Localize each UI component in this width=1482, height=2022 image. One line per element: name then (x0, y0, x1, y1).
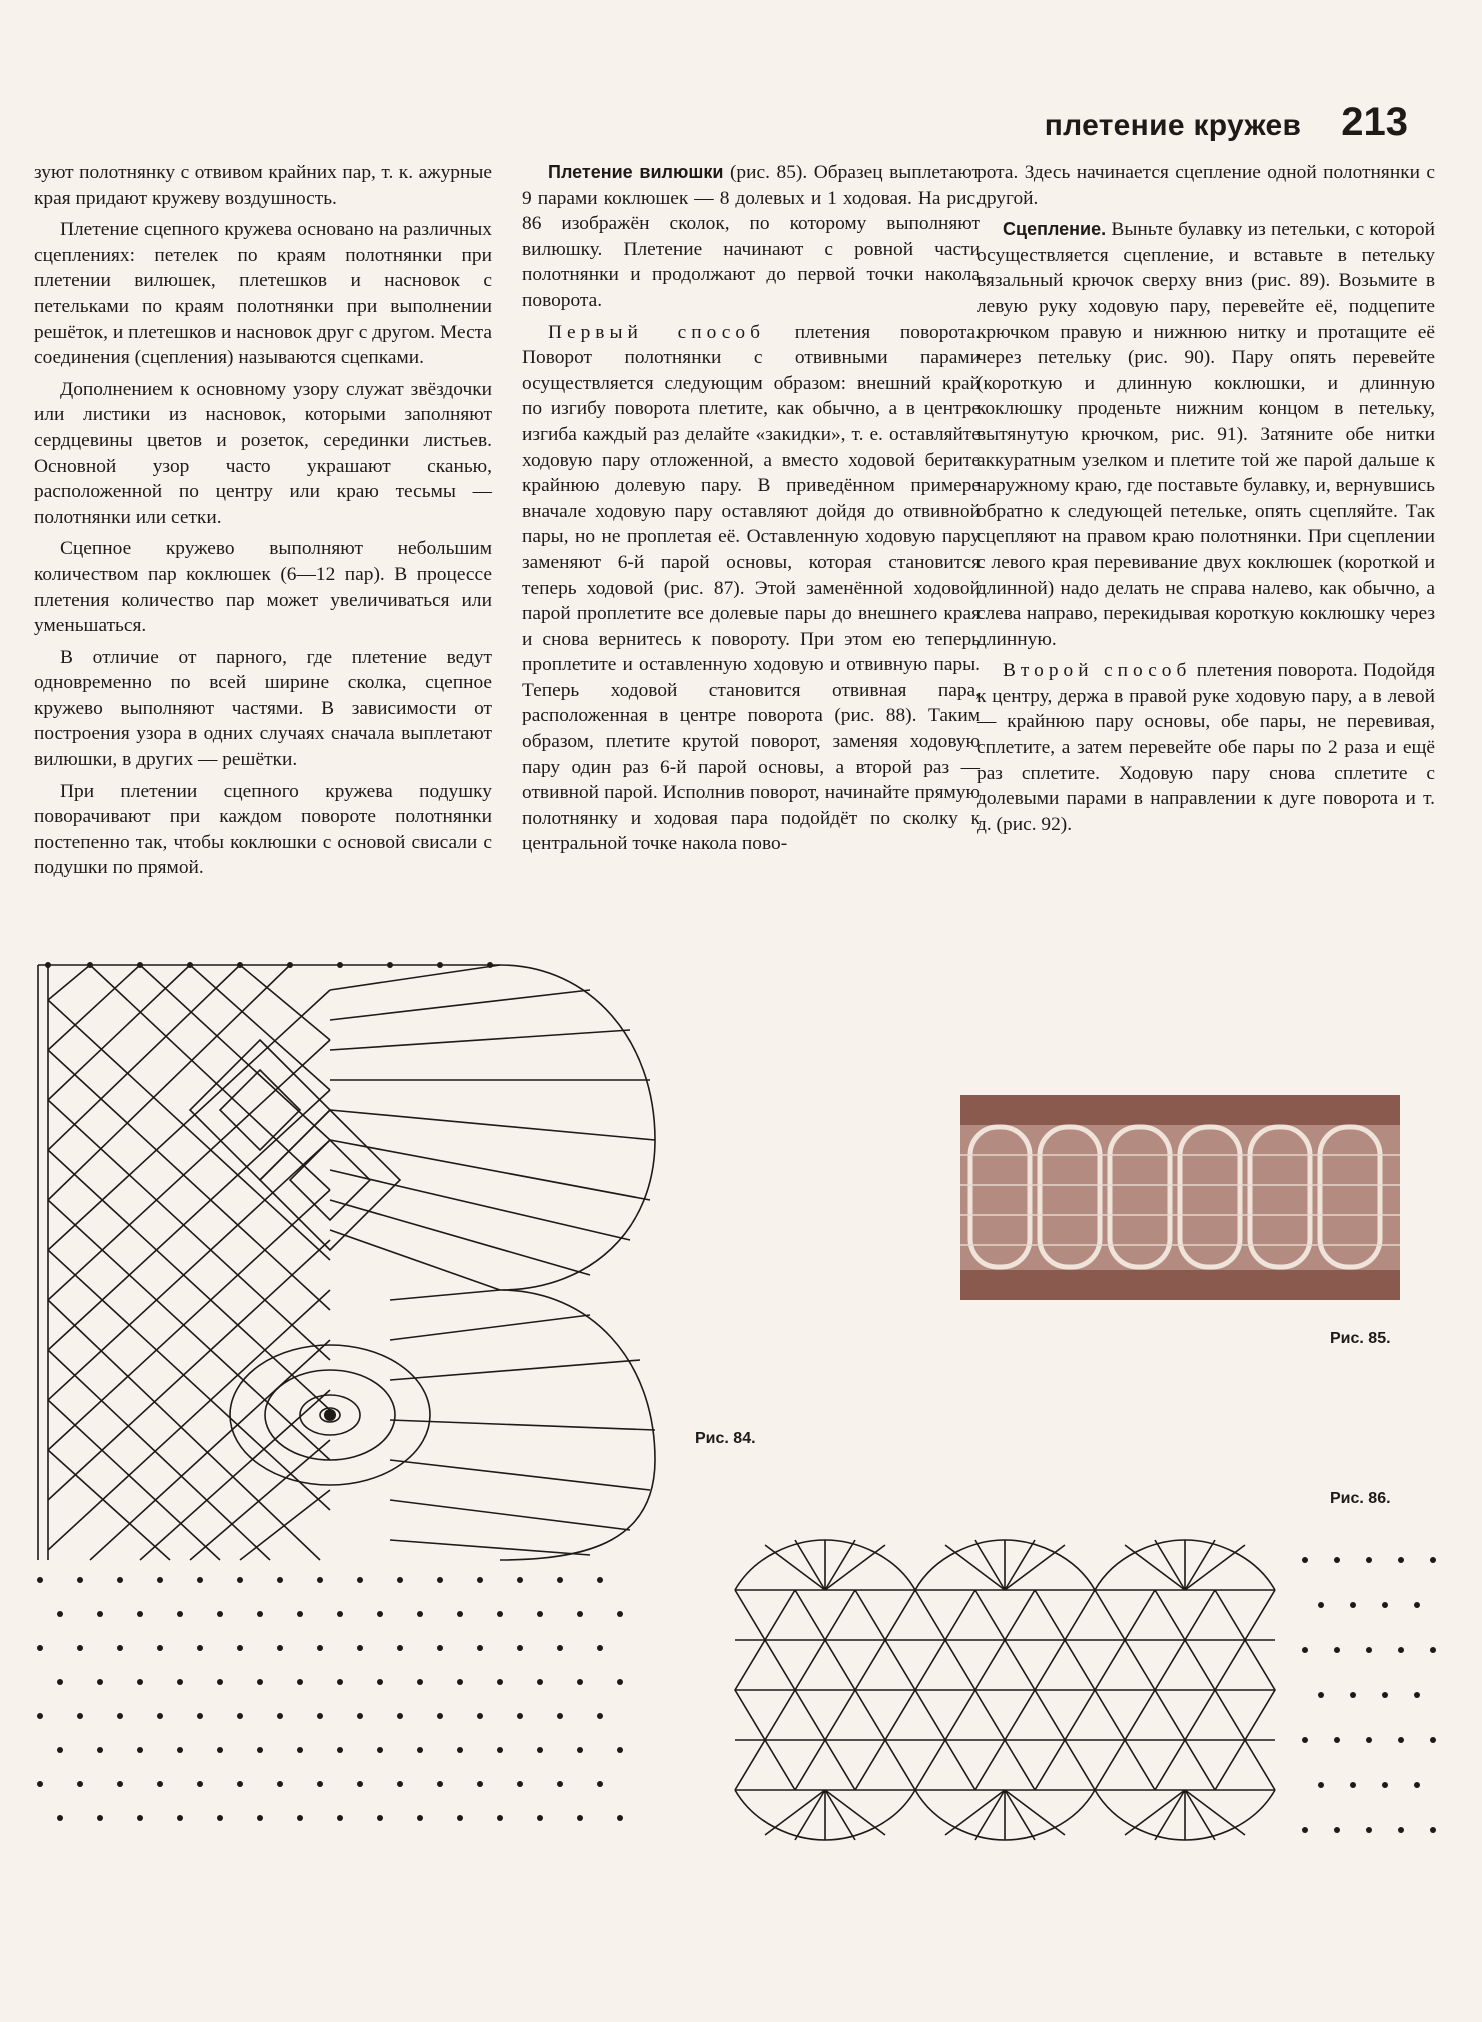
pricking-dot (397, 1577, 403, 1583)
pricking-dot (577, 1747, 583, 1753)
pricking-dot (297, 1747, 303, 1753)
pricking-dot (457, 1611, 463, 1617)
pricking-dot (157, 1577, 163, 1583)
pricking-dot (177, 1747, 183, 1753)
run-in-heading: Сцепление. (1003, 219, 1107, 240)
pricking-dot (97, 1679, 103, 1685)
pricking-dot (77, 1781, 83, 1787)
pricking-dot (1318, 1782, 1324, 1788)
pricking-dot (397, 1713, 403, 1719)
pricking-dot (77, 1645, 83, 1651)
pricking-dot (97, 1611, 103, 1617)
pricking-dot (257, 1679, 263, 1685)
pricking-dot (497, 1815, 503, 1821)
caption-fig86: Рис. 86. (1330, 1490, 1391, 1507)
pricking-dot (197, 1645, 203, 1651)
pricking-dot (337, 1815, 343, 1821)
pricking-dots-fig84 (30, 1570, 650, 1850)
page-number: 213 (1341, 100, 1408, 144)
pricking-dot (297, 1611, 303, 1617)
pricking-dot (1414, 1602, 1420, 1608)
pricking-dot (317, 1645, 323, 1651)
pricking-dot (317, 1577, 323, 1583)
pricking-dot (557, 1645, 563, 1651)
pricking-dot (557, 1577, 563, 1583)
pricking-dot (497, 1611, 503, 1617)
pricking-dot (277, 1577, 283, 1583)
pricking-dot (197, 1713, 203, 1719)
pricking-dot (517, 1577, 523, 1583)
pricking-dot (137, 1815, 143, 1821)
pricking-dot (1382, 1692, 1388, 1698)
pricking-dot (37, 1713, 43, 1719)
pricking-dot (1334, 1557, 1340, 1563)
pricking-dot (117, 1645, 123, 1651)
pricking-dot (477, 1645, 483, 1651)
pricking-dot (177, 1611, 183, 1617)
pricking-dot (297, 1815, 303, 1821)
pricking-dot (477, 1781, 483, 1787)
pricking-dot (377, 1679, 383, 1685)
pricking-dot (37, 1645, 43, 1651)
pricking-dot (457, 1815, 463, 1821)
pricking-dot (1318, 1602, 1324, 1608)
pricking-dot (1302, 1737, 1308, 1743)
pricking-dot (197, 1577, 203, 1583)
text-column-2 (522, 160, 980, 863)
pricking-dot (1302, 1647, 1308, 1653)
pricking-dot (1366, 1647, 1372, 1653)
paragraph: зуют полотнянку с отвивом крайних пар, т. к. ажурные края придают кружеву воздушность. (34, 162, 492, 209)
pricking-dot (1398, 1647, 1404, 1653)
pricking-dot (557, 1781, 563, 1787)
paragraph: Сцепление. Выньте булавку из петельки, с которой осуществляется сцепление, и вставьте в петельку вязальный крючок сверху вниз (рис. 89). Возьмите в левую руку ходовую пару, перевейте её, подцепите крючком правую и нижнюю нитку и протащите её через петельку (рис. 90). Пару опять перевейте (короткую и длинную коклюшки, и длинную коклюшку проденьте нижним концом в петельку, вытянутую крючком, рис. 91). Затяните обе нитки аккуратным узелком и плетите той же парой дальше к наружному краю, где поставьте булавку, и, вернувшись обратно к следующей петельке, опять сцепляйте. Так сцепляют на правом краю полотнянки. При сцеплении с левого края перевивание двух коклюшек (короткой и длинной) надо делать не справа налево, как обычно, а слева направо, перекидывая короткую коклюшку через длинную. (977, 219, 1435, 650)
pricking-dot (57, 1679, 63, 1685)
pricking-dot (1366, 1557, 1372, 1563)
paragraph: Дополнением к основному узору служат звёздочки или листики из насновок, которыми заполняют сердцевины цветов и розеток, серединки листьев. Основной узор часто украшают сканью, расположенной по центру или краю тесьмы — полотнянки или сетки. (34, 378, 492, 528)
pricking-dot (137, 1747, 143, 1753)
paragraph: рота. Здесь начинается сцепление одной полотнянки с другой. (977, 162, 1435, 209)
pricking-dot (237, 1781, 243, 1787)
pricking-dot (1382, 1602, 1388, 1608)
pricking-dot (597, 1577, 603, 1583)
paragraph: Первый способ плетения поворота. Поворот полотнянки с отвивными парами осуществляется следующим образом: внешний край по изгибу поворота плетите, как обычно, а в центре изгиба каждый раз делайте «закидки», т. е. оставляйте ходовую пару отложенной, а вместо ходовой берите крайнюю долевую пару. В приведённом примере вначале ходовую пару оставляют дойдя до отвивной пары, но не проплетая её. Оставленную ходовую пару заменяют 6-й парой основы, которая становится теперь ходовой (рис. 87). Этой заменённой ходовой парой проплетите все долевые пары до внешнего края и снова вернитесь к повороту. При этом ею теперь проплетите и оставленную ходовую и отвивную пары. Теперь ходовой становится отвивная пара, расположенная в центре поворота (рис. 88). Таким образом, плетите крутой поворот, заменяя ходовую пару один раз 6-й парой основы, а второй раз — отвивной парой. Исполнив поворот, начинайте прямую полотнянку и ходовая пара подойдёт по сколку к центральной точке накола пово- (522, 321, 981, 855)
pricking-dot (497, 1679, 503, 1685)
run-in-heading: Плетение вилюшки (548, 162, 724, 182)
pricking-dot (457, 1679, 463, 1685)
pricking-dot (617, 1815, 623, 1821)
pricking-dot (377, 1815, 383, 1821)
lace-sample-photo (960, 1095, 1400, 1300)
pricking-dot (417, 1747, 423, 1753)
caption-fig84: Рис. 84. (695, 1430, 756, 1447)
pricking-dot (577, 1679, 583, 1685)
pricking-dot (437, 1577, 443, 1583)
pricking-dot (517, 1781, 523, 1787)
pricking-dot (1302, 1827, 1308, 1833)
pricking-dot (437, 1781, 443, 1787)
pricking-dot (1366, 1827, 1372, 1833)
pricking-dot (277, 1781, 283, 1787)
pricking-dot (97, 1747, 103, 1753)
pricking-dot (417, 1611, 423, 1617)
pricking-diagram-fig86 (725, 1530, 1445, 1860)
pricking-dot (617, 1611, 623, 1617)
pricking-dot (597, 1781, 603, 1787)
pricking-dot (237, 1713, 243, 1719)
pricking-dot (1382, 1782, 1388, 1788)
pricking-dot (137, 1679, 143, 1685)
pricking-dot (1398, 1557, 1404, 1563)
pricking-dot (1398, 1737, 1404, 1743)
paragraph: Плетение сцепного кружева основано на различных сцеплениях: петелек по краям полотнянки при плетении вилюшек, плетешков и насновок с петельками по краям полотнянки при выполнении решёток, и плетешков и насновок друг с другом. Места соединения (сцепления) называются сцепками. (34, 219, 492, 369)
pricking-dot (357, 1577, 363, 1583)
pricking-dot (1430, 1557, 1436, 1563)
text-column-1 (34, 160, 492, 887)
pricking-dot (237, 1645, 243, 1651)
pricking-dot (157, 1781, 163, 1787)
pricking-dot (257, 1815, 263, 1821)
paragraph: Плетение вилюшки (рис. 85). Образец выплетают 9 парами коклюшек — 8 долевых и 1 ходовая. На рис. 86 изображён сколок, по которому выполняют вилюшку. Плетение начинают с ровной части полотнянки и продолжают до первой точки накола поворота. (522, 162, 981, 311)
pricking-dot (377, 1747, 383, 1753)
pricking-dot (277, 1645, 283, 1651)
pricking-dot (217, 1679, 223, 1685)
pricking-dot (157, 1645, 163, 1651)
pricking-dot (57, 1611, 63, 1617)
pricking-dot (417, 1815, 423, 1821)
pricking-diagram-fig84 (30, 960, 680, 1560)
pricking-dot (417, 1679, 423, 1685)
pricking-dot (37, 1577, 43, 1583)
paragraph: В отличие от парного, где плетение ведут одновременно по всей ширине сколка, сцепное кружево выполняют частями. В зависимости от построения узора в одних случаях сначала выплетают вилюшки, в других — решётки. (34, 646, 492, 771)
pricking-dot (1350, 1782, 1356, 1788)
pricking-dot (557, 1713, 563, 1719)
pricking-dot (1398, 1827, 1404, 1833)
pricking-dot (1430, 1647, 1436, 1653)
pricking-dot (397, 1781, 403, 1787)
pricking-dot (97, 1815, 103, 1821)
pricking-dot (537, 1611, 543, 1617)
pricking-dot (1334, 1647, 1340, 1653)
pricking-dot (537, 1747, 543, 1753)
pricking-dot (257, 1611, 263, 1617)
caption-fig85: Рис. 85. (1330, 1330, 1391, 1347)
pricking-dot (37, 1781, 43, 1787)
pricking-dot (117, 1577, 123, 1583)
pricking-dot (577, 1611, 583, 1617)
pricking-dot (237, 1577, 243, 1583)
pricking-dot (437, 1713, 443, 1719)
pricking-dot (197, 1781, 203, 1787)
pricking-dot (1318, 1692, 1324, 1698)
pricking-dot (337, 1747, 343, 1753)
pricking-dot (77, 1577, 83, 1583)
pricking-dot (257, 1747, 263, 1753)
pricking-dot (337, 1611, 343, 1617)
pricking-dot (1430, 1737, 1436, 1743)
paragraph: При плетении сцепного кружева подушку поворачивают при каждом повороте полотнянки постепенно так, чтобы коклюшки с основой свисали с подушки по прямой. (34, 780, 492, 879)
pricking-dot (377, 1611, 383, 1617)
pricking-dot (477, 1713, 483, 1719)
paragraph: Второй способ плетения поворота. Подойдя к центру, держа в правой руке ходовую пару, а в левой — крайнюю пару основы, обе пары, не перевивая, сплетите, а затем перевейте обе пары по 2 раза и ещё раз сплетите. Ходовую пару снова сплетите с долевыми парами в направлении к дуге поворота и т. д. (рис. 92). (977, 660, 1435, 835)
pricking-dot (1334, 1827, 1340, 1833)
pricking-dot (497, 1747, 503, 1753)
pricking-dot (1430, 1827, 1436, 1833)
pricking-dot (1414, 1782, 1420, 1788)
text-column-3 (977, 160, 1435, 843)
pricking-dot (157, 1713, 163, 1719)
pricking-dot (357, 1645, 363, 1651)
pricking-dot (277, 1713, 283, 1719)
pricking-dot (337, 1679, 343, 1685)
pricking-dot (397, 1645, 403, 1651)
pricking-dot (517, 1713, 523, 1719)
pricking-dot (457, 1747, 463, 1753)
pricking-dot (177, 1679, 183, 1685)
pricking-dot (597, 1713, 603, 1719)
pricking-dot (117, 1781, 123, 1787)
pricking-dot (317, 1781, 323, 1787)
pricking-dot (217, 1815, 223, 1821)
section-title: плетение кружев (1044, 109, 1302, 142)
pricking-dot (617, 1747, 623, 1753)
pricking-dot (77, 1713, 83, 1719)
pricking-dot (217, 1747, 223, 1753)
pricking-dot (1334, 1737, 1340, 1743)
pricking-dot (477, 1577, 483, 1583)
pricking-dot (1350, 1692, 1356, 1698)
pricking-dot (57, 1815, 63, 1821)
pricking-dot (297, 1679, 303, 1685)
pricking-dot (357, 1713, 363, 1719)
pricking-dot (1302, 1557, 1308, 1563)
pricking-dot (217, 1611, 223, 1617)
run-in-heading: Первый способ (548, 321, 765, 343)
pricking-dot (517, 1645, 523, 1651)
pricking-dot (617, 1679, 623, 1685)
pricking-dot (137, 1611, 143, 1617)
running-head (1000, 100, 1408, 146)
pricking-dot (117, 1713, 123, 1719)
run-in-heading: Второй способ (1003, 660, 1192, 682)
pricking-dot (57, 1747, 63, 1753)
pricking-dot (177, 1815, 183, 1821)
pricking-dot (1366, 1737, 1372, 1743)
pricking-dot (537, 1679, 543, 1685)
pricking-dot (1414, 1692, 1420, 1698)
pricking-dot (597, 1645, 603, 1651)
pricking-dot (537, 1815, 543, 1821)
pricking-dot (577, 1815, 583, 1821)
pricking-dot (317, 1713, 323, 1719)
pricking-dot (357, 1781, 363, 1787)
pricking-dot (437, 1645, 443, 1651)
paragraph: Сцепное кружево выполняют небольшим количеством пар коклюшек (6—12 пар). В процессе плетения количество пар может увеличиваться или уменьшаться. (34, 538, 492, 637)
pricking-dot (1350, 1602, 1356, 1608)
